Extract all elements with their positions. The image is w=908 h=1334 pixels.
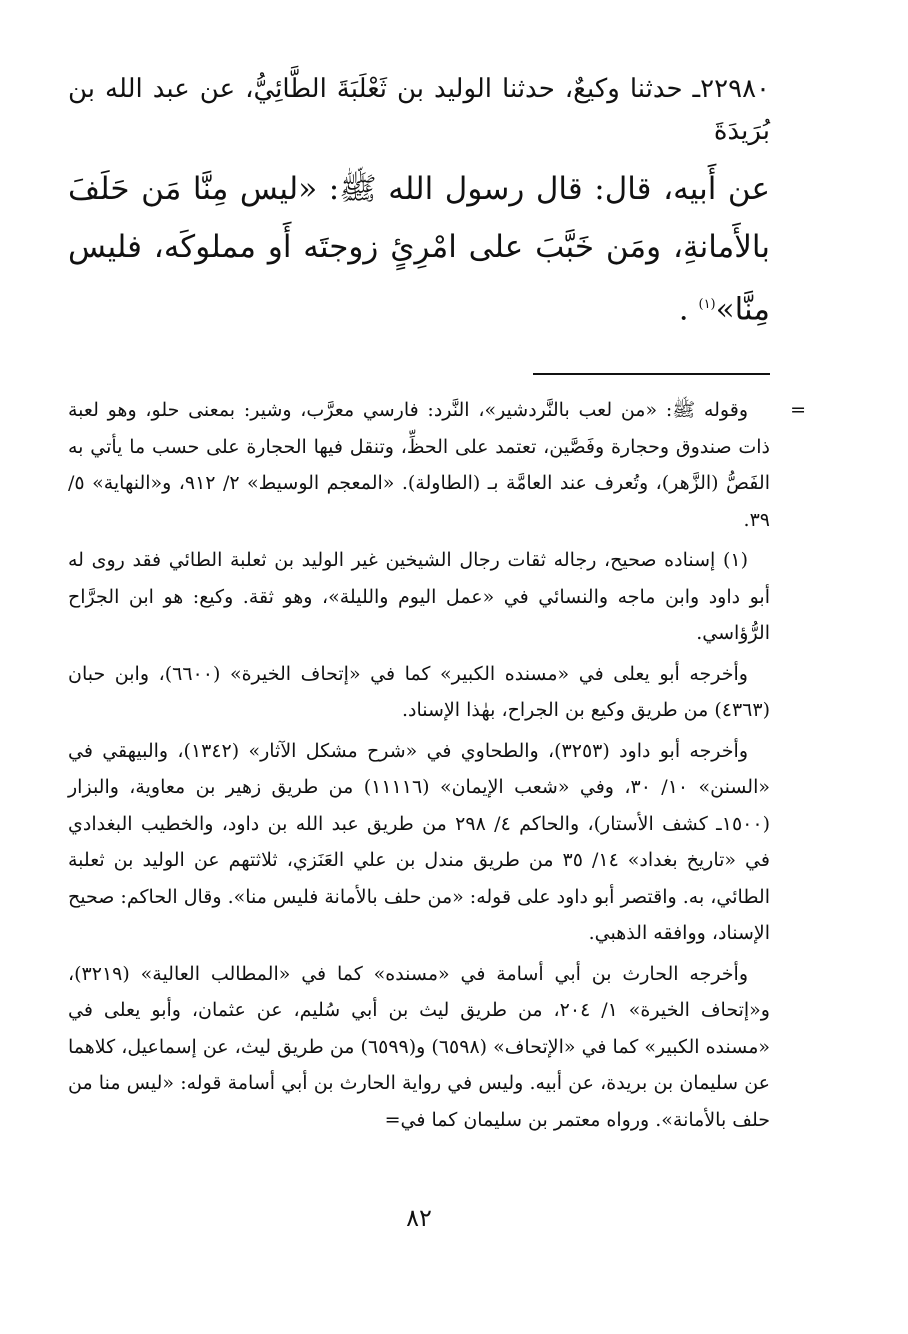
hadith-text: [68, 68, 770, 338]
hadith-body: [68, 160, 770, 338]
footnote-reference[interactable]: (١): [698, 297, 716, 312]
footnote-1-takhrij-b: وأخرجه أبو داود (٣٢٥٣)، والطحاوي في «شرح مشكل الآثار» (١٣٤٢)، والبيهقي في «السنن» ١٠/ ٣٠، وفي «شعب الإيمان» (١١١١٦) من طريق زهير بن معاوية، والبزار (١٥٠٠ـ كشف الأستار)، والحاكم ٤/ ٢٩٨ من طريق عبد الله بن داود، والخطيب البغدادي في «تاريخ بغداد» ١٤/ ٣٥ من طريق مندل بن علي العَنَزي، ثلاثتهم عن الوليد بن ثعلبة الطائي، به. واقتصر أبو داود على قوله: «من حلف بالأمانة فليس منا». وقال الحاكم: صحيح الإسناد، ووافقه الذهبي.: [68, 739, 770, 944]
footnote-1-grading: (١) إسناده صحيح، رجاله ثقات رجال الشيخين غير الوليد بن ثعلبة الطائي فقد روى له أبو داود وابن ماجه والنسائي في «عمل اليوم والليلة»، وهو ثقة. وكيع: هو ابن الجرَّاح الرُّؤاسي.: [68, 549, 770, 644]
footnote-continuation: وقوله ﷺ: «من لعب بالنَّردشير»، النَّرد: فارسي معرَّب، وشير: بمعنى حلو، وهو لعبة ذات صندوق وحجارة وفَصَّين، تعتمد على الحظِّ، وتنقل فيها الحجارة على حسب ما يأتي به الفَصُّ (الزَّهر)، وتُعرف عند العامَّة بـ (الطاولة). «المعجم الوسيط» ٢/ ٩١٢، و«النهاية» ٥/ ٣٩.: [68, 399, 770, 531]
footnote-separator: [533, 373, 770, 375]
footnote-1-takhrij-a: وأخرجه أبو يعلى في «مسنده الكبير» كما في «إتحاف الخيرة» (٦٦٠٠)، وابن حبان (٤٣٦٣) من طريق وكيع بن الجراح، بهٰذا الإسناد.: [68, 662, 770, 721]
footnotes: [68, 392, 806, 1142]
footnote-1-takhrij-c: وأخرجه الحارث بن أبي أسامة في «مسنده» كما في «المطالب العالية» (٣٢١٩)، و«إتحاف الخيرة» ١/ ٢٠٤، من طريق ليث بن أبي سُليم، عن عثمان، وأبو يعلى في «مسنده الكبير» كما في «الإتحاف» (٦٥٩٨) و(٦٥٩٩) من طريق ليث، عن إسماعيل، كلاهما عن سليمان بن بريدة، عن أبيه. وليس في رواية الحارث بن أبي أسامة قوله: «ليس منا من حلف بالأمانة». ورواه معتمر بن سليمان كما في=: [68, 962, 770, 1131]
hadith-matn: عن أَبيه، قال: قال رسول الله ﷺ: «ليس مِنَّا مَن حَلَفَ بالأَمانةِ، ومَن خَبَّبَ على امْرِئٍ زوجتَه أَو مملوكَه، فليس مِنَّا»: [68, 171, 770, 328]
continuation-mark: =: [790, 399, 806, 421]
page-number: ٨٢: [406, 1204, 432, 1232]
hadith-end-period: .: [678, 291, 699, 328]
hadith-header: ٢٢٩٨٠ـ حدثنا وكيعٌ، حدثنا الوليد بن ثَعْلَبَةَ الطَّائِيُّ، عن عبد الله بن بُرَيدَةَ: [68, 74, 770, 146]
book-page: [68, 0, 806, 1334]
